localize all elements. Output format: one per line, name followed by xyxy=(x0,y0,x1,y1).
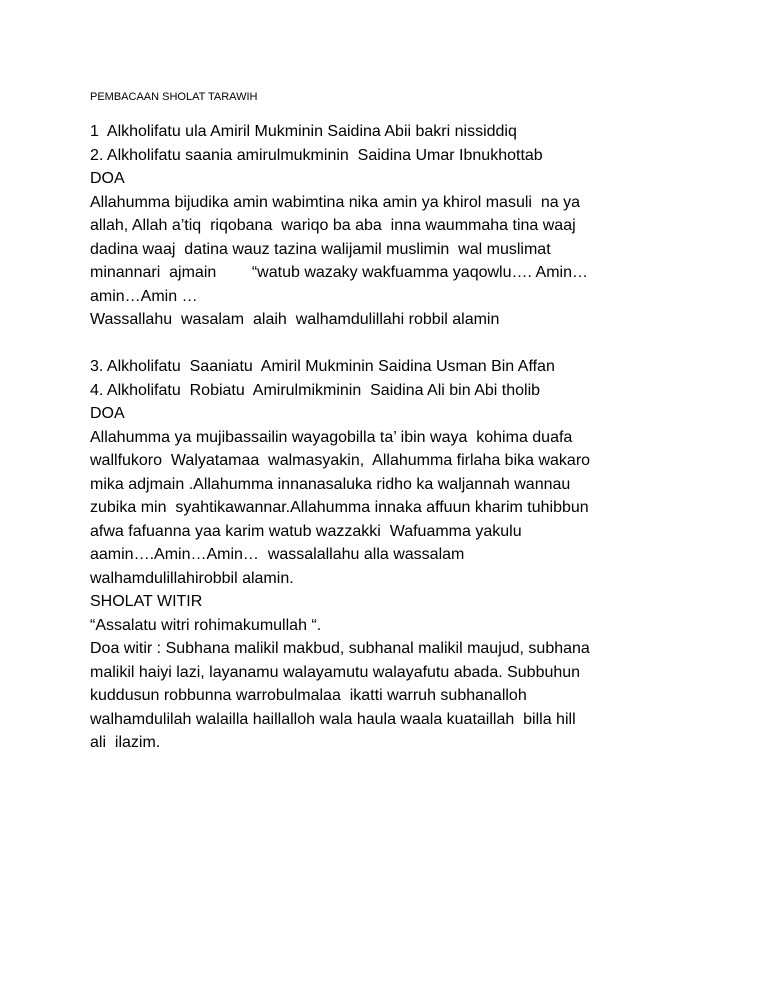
doa-2-line: mika adjmain .Allahumma innanasaluka ridho ka waljannah wannau xyxy=(90,475,571,493)
document-title: PEMBACAAN SHOLAT TARAWIH xyxy=(90,91,258,103)
doa-2-closing: walhamdulillahirobbil alamin. xyxy=(90,569,294,587)
doa-witir-line: ali ilazim. xyxy=(90,734,161,751)
line-caliph-4: 4. Alkholifatu Robiatu Amirulmikminin Saidina Ali bin Abi tholib xyxy=(90,381,541,399)
doa-1-closing: Wassallahu wasalam alaih walhamdulillahi robbil alamin xyxy=(90,311,500,328)
doa-witir-line: malikil haiyi lazi, layanamu walayamutu walayafutu abada. Subbuhun xyxy=(90,663,581,681)
doa-1-line: minannari ajmain “watub wazaky wakfuamma yaqowlu…. Amin… xyxy=(90,264,588,281)
doa-2-line: Allahumma ya mujibassailin wayagobilla ta’ ibin waya kohima duafa xyxy=(90,428,573,446)
doa-1-line: amin…Amin … xyxy=(90,287,198,305)
heading-sholat-witir: SHOLAT WITIR xyxy=(90,593,203,610)
doa-witir-line: Doa witir : Subhana malikil makbud, subhanal malikil maujud, subhana xyxy=(90,640,590,657)
doa-1-line: Allahumma bijudika amin wabimtina nika amin ya khirol masuli na ya xyxy=(90,193,580,211)
heading-doa-2: DOA xyxy=(90,405,125,422)
doa-2-line: zubika min syahtikawannar.Allahumma innaka affuun kharim tuhibbun xyxy=(90,499,589,516)
doa-witir-line: kuddusun robbunna warrobulmalaa ikatti warruh subhanalloh xyxy=(90,687,527,704)
blank-line xyxy=(90,332,730,356)
doa-2-line: afwa fafuanna yaa karim watub wazzakki Wafuamma yakulu xyxy=(90,522,522,540)
heading-doa-1: DOA xyxy=(90,170,125,187)
line-caliph-3: 3. Alkholifatu Saaniatu Amiril Mukminin Saidina Usman Bin Affan xyxy=(90,358,555,375)
doa-1-line: dadina waaj datina wauz tazina walijamil muslimin wal muslimat xyxy=(90,240,551,258)
doa-1-line: allah, Allah a’tiq riqobana wariqo ba aba inna waummaha tina waaj xyxy=(90,217,576,234)
line-caliph-1: 1 Alkholifatu ula Amiril Mukminin Saidina Abii bakri nissiddiq xyxy=(90,123,517,140)
line-caliph-2: 2. Alkholifatu saania amirulmukminin Saidina Umar Ibnukhottab xyxy=(90,146,543,164)
doa-witir-line: walhamdulilah walailla haillalloh wala haula waala kuataillah billa hill xyxy=(90,710,576,728)
document-body xyxy=(90,120,730,755)
doa-2-line: wallfukoro Walyatamaa walmasyakin, Allahumma firlaha bika wakaro xyxy=(90,452,591,469)
witir-opening: “Assalatu witri rohimakumullah “. xyxy=(90,616,322,634)
doa-2-line: aamin….Amin…Amin… wassalallahu alla wassalam xyxy=(90,546,465,563)
